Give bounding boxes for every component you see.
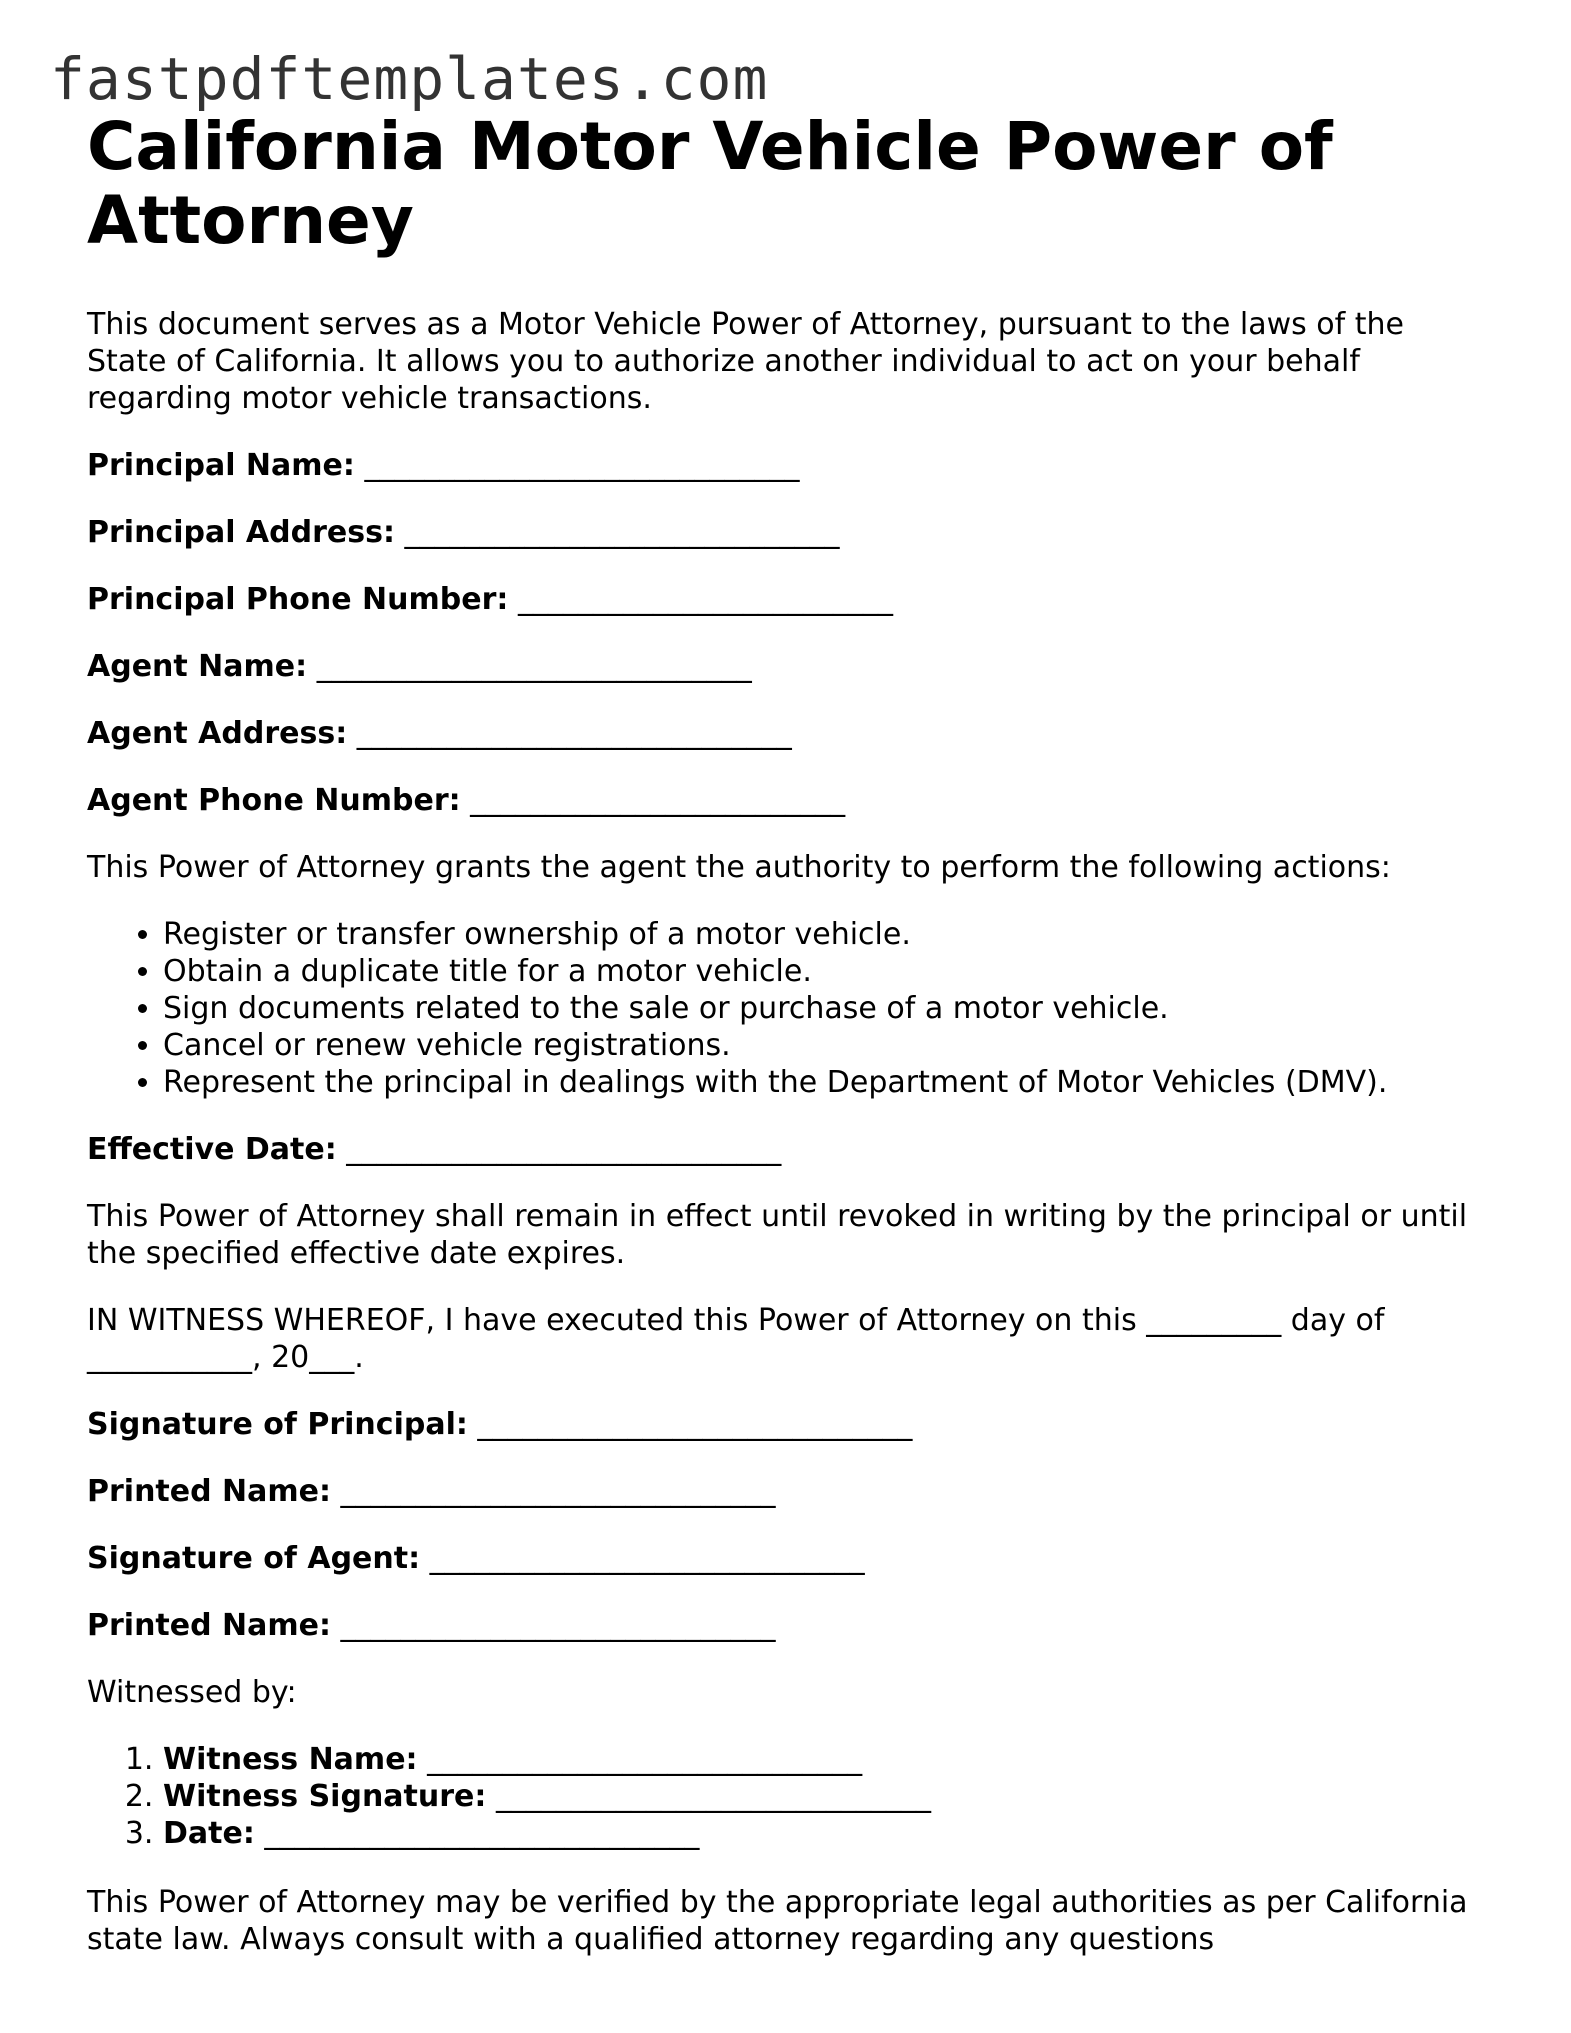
- field-label: Principal Address:: [87, 515, 395, 550]
- field-label: Date:: [163, 1816, 255, 1851]
- field-blank: _____________________________: [495, 1779, 931, 1814]
- duration-paragraph: This Power of Attorney shall remain in effect until revoked in writing by the principal or until the specified effective date expires.: [87, 1199, 1468, 1271]
- field-label: Witness Name:: [163, 1742, 418, 1777]
- document-title: California Motor Vehicle Power of Attorney: [87, 108, 1333, 259]
- field-blank: _____________________________: [429, 1541, 865, 1576]
- field-blank: _____________________________: [427, 1742, 863, 1777]
- agent-printed-name-field: [87, 1607, 1487, 1644]
- field-label: Effective Date:: [87, 1132, 337, 1167]
- principal-address-field: [87, 514, 1487, 551]
- actions-list: [87, 916, 1487, 1101]
- field-blank: _____________________________: [346, 1132, 782, 1167]
- field-blank: _____________________________: [404, 515, 840, 550]
- witness-list: [87, 1741, 1487, 1852]
- list-item: • Represent the principal in dealings with the Department of Motor Vehicles (DMV).: [163, 1064, 1487, 1101]
- list-item: • Cancel or renew vehicle registrations.: [163, 1027, 1487, 1064]
- witness-whereof-paragraph: IN WITNESS WHEREOF, I have executed this Power of Attorney on this _________ day of ___________, 20___.: [87, 1303, 1385, 1375]
- list-item: • Register or transfer ownership of a motor vehicle.: [163, 916, 1487, 953]
- field-label: Witness Signature:: [163, 1779, 487, 1814]
- field-label: Principal Name:: [87, 448, 355, 483]
- agent-name-field: [87, 648, 1487, 685]
- intro-paragraph: This document serves as a Motor Vehicle Power of Attorney, pursuant to the laws of the State of California. It allows you to authorize another individual to act on your behalf regarding motor vehicle transactions.: [87, 307, 1404, 416]
- closing-paragraph: This Power of Attorney may be verified by the appropriate legal authorities as per California state law. Always consult with a qualified attorney regarding any questions: [87, 1885, 1468, 1957]
- field-blank: _____________________________: [340, 1474, 776, 1509]
- field-blank: _____________________________: [264, 1816, 700, 1851]
- principal-printed-name-field: [87, 1473, 1487, 1510]
- list-item: [163, 1815, 1487, 1852]
- field-label: Agent Name:: [87, 649, 308, 684]
- agent-phone-field: [87, 782, 1487, 819]
- field-blank: _____________________________: [340, 1608, 776, 1643]
- field-blank: _____________________________: [364, 448, 800, 483]
- field-label: Agent Phone Number:: [87, 783, 461, 818]
- agent-address-field: [87, 715, 1487, 752]
- effective-date-field: [87, 1131, 1487, 1168]
- list-item: • Obtain a duplicate title for a motor vehicle.: [163, 953, 1487, 990]
- list-item: [163, 1778, 1487, 1815]
- field-label: Principal Phone Number:: [87, 582, 509, 617]
- principal-name-field: [87, 447, 1487, 484]
- principal-phone-field: [87, 581, 1487, 618]
- principal-signature-field: [87, 1406, 1487, 1443]
- field-label: Printed Name:: [87, 1474, 331, 1509]
- agent-signature-field: [87, 1540, 1487, 1577]
- field-blank: _____________________________: [316, 649, 752, 684]
- field-blank: _____________________________: [356, 716, 792, 751]
- grants-intro: This Power of Attorney grants the agent the authority to perform the following actions:: [87, 850, 1391, 885]
- list-item: • Sign documents related to the sale or purchase of a motor vehicle.: [163, 990, 1487, 1027]
- document-page: [87, 110, 1487, 1958]
- field-blank: _________________________: [517, 582, 893, 617]
- witnessed-by-label: Witnessed by:: [87, 1675, 297, 1710]
- field-label: Signature of Principal:: [87, 1407, 468, 1442]
- list-item: [163, 1741, 1487, 1778]
- field-label: Agent Address:: [87, 716, 348, 751]
- field-label: Signature of Agent:: [87, 1541, 421, 1576]
- field-blank: _____________________________: [477, 1407, 913, 1442]
- field-label: Printed Name:: [87, 1608, 331, 1643]
- field-blank: _________________________: [470, 783, 846, 818]
- watermark: fastpdftemplates.com: [50, 45, 769, 113]
